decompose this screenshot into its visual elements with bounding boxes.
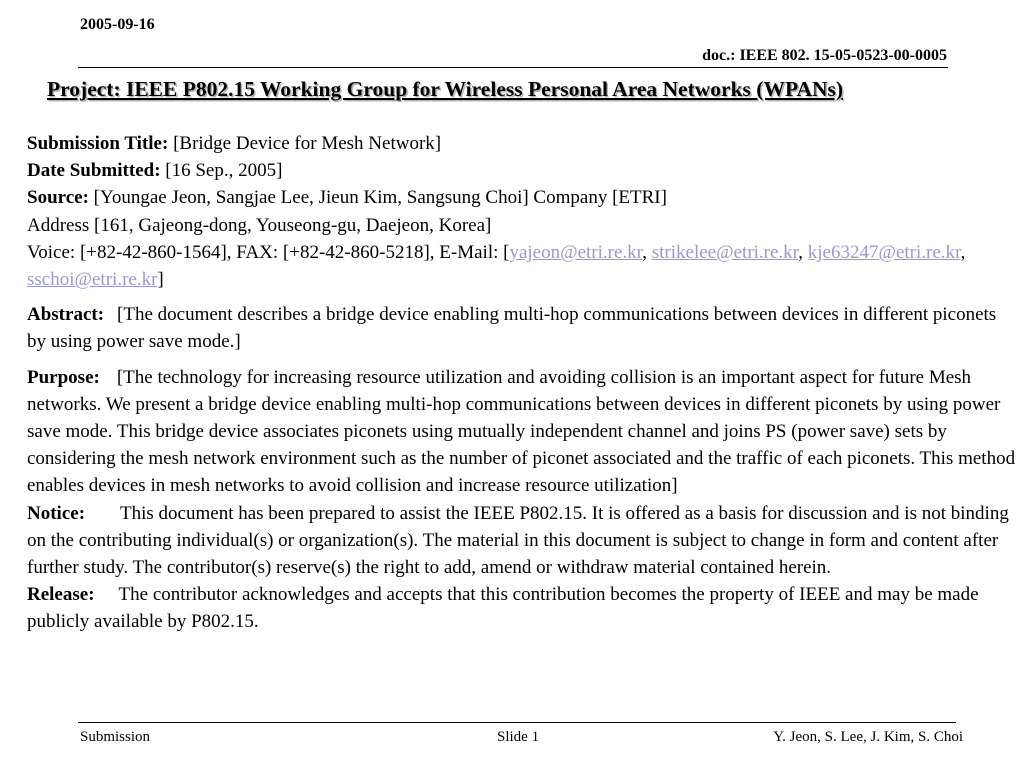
footer-divider bbox=[78, 722, 956, 723]
purpose-paragraph bbox=[27, 364, 1017, 500]
purpose-text: [The technology for increasing resource utilization and avoiding collision is an important aspect for future Mesh networks. We present a bridge device enabling multi-hop communications between devices in different piconets by using power save mode. This bridge device associates piconets using mutually independent channel and joins PS (power save) sets by considering the mesh network environment such as the number of piconet associated and the traffic of each piconets. This method enables devices in mesh networks to avoid collision and increase resource utilization] bbox=[27, 366, 1016, 497]
address-line: Address [161, Gajeong-dong, Youseong-gu, Daejeon, Korea] bbox=[27, 214, 492, 236]
email-link[interactable]: yajeon@etri.re.kr bbox=[509, 241, 643, 263]
footer-slide-number: Slide 1 bbox=[497, 729, 540, 745]
submission-title-label: Submission Title: bbox=[27, 133, 169, 154]
notice-paragraph bbox=[27, 500, 1017, 582]
footer-submission: Submission bbox=[80, 729, 151, 745]
source-value: [Youngae Jeon, Sangjae Lee, Jieun Kim, Sangsung Choi] Company [ETRI] bbox=[93, 187, 667, 209]
purpose-label: Purpose: bbox=[27, 366, 100, 388]
header-date: 2005-09-16 bbox=[80, 16, 155, 33]
email-separator: , bbox=[960, 241, 966, 263]
page-title: Project: IEEE P802.15 Working Group for Wireless Personal Area Networks (WPANs) bbox=[47, 77, 844, 101]
submission-title-line bbox=[27, 130, 1017, 157]
email-link[interactable]: strikelee@etri.re.kr bbox=[651, 241, 799, 263]
release-label: Release: bbox=[27, 584, 95, 606]
release-text: The contributor acknowledges and accepts that this contribution becomes the property of IEEE and may be made publicly available by P802.15. bbox=[27, 584, 979, 633]
header-divider bbox=[78, 67, 948, 68]
email-separator: , bbox=[642, 241, 652, 263]
date-submitted-value: [16 Sep., 2005] bbox=[165, 160, 283, 182]
abstract-text: [The document describes a bridge device enabling multi-hop communications between devices in different piconets by using power save mode.] bbox=[27, 304, 997, 353]
contact-suffix: ] bbox=[157, 269, 164, 291]
abstract-label: Abstract: bbox=[27, 304, 105, 326]
submission-title-value: [Bridge Device for Mesh Network] bbox=[173, 133, 442, 154]
email-link[interactable]: sschoi@etri.re.kr bbox=[27, 269, 158, 291]
slide-body bbox=[27, 130, 1017, 636]
email-separator: , bbox=[798, 241, 808, 263]
source-label: Source: bbox=[27, 187, 89, 209]
date-submitted-label: Date Submitted: bbox=[27, 160, 161, 182]
email-link[interactable]: kje63247@etri.re.kr bbox=[807, 241, 961, 263]
header-doc-id: doc.: IEEE 802. 15-05-0523-00-0005 bbox=[702, 47, 947, 64]
notice-text: This document has been prepared to assist the IEEE P802.15. It is offered as a basis for discussion and is not binding on the contributing individual(s) or organization(s). The material in this document is subject to change in form and content after further study. The contributor(s) reserve(s) the right to add, amend or withdraw material contained herein. bbox=[27, 502, 1009, 579]
source-line bbox=[27, 184, 1017, 211]
release-paragraph bbox=[27, 581, 1017, 635]
date-submitted-line bbox=[27, 157, 1017, 184]
contact-line bbox=[27, 239, 1017, 293]
abstract-paragraph bbox=[27, 301, 1017, 355]
contact-prefix: Voice: [+82-42-860-1564], FAX: [+82-42-860-5218], E-Mail: [ bbox=[27, 241, 510, 263]
footer-authors: Y. Jeon, S. Lee, J. Kim, S. Choi bbox=[773, 729, 963, 745]
notice-label: Notice: bbox=[27, 502, 86, 524]
